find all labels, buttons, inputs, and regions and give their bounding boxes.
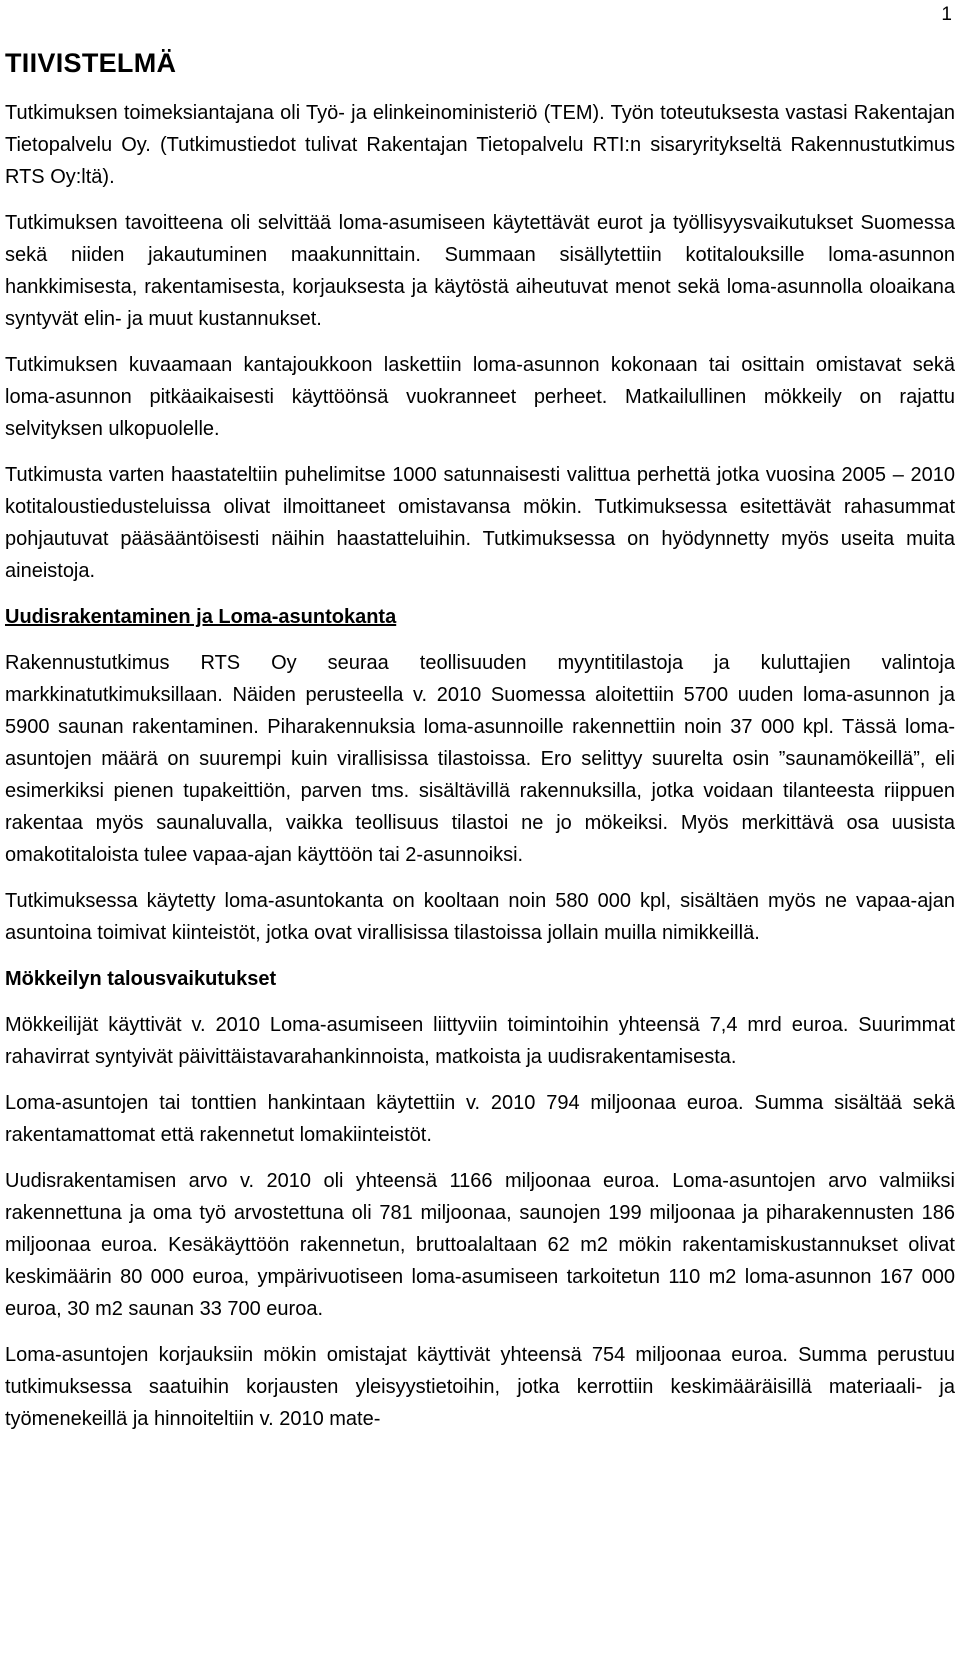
- section2-paragraph: Mökkeilijät käyttivät v. 2010 Loma-asumiseen liittyviin toimintoihin yhteensä 7,4 mrd euroa. Suurimmat rahavirrat syntyivät päivittäistavarahankinnoista, matkoista ja uudisrakentamisesta.: [5, 1014, 955, 1068]
- section1-paragraph: Tutkimuksessa käytetty loma-asuntokanta on kooltaan noin 580 000 kpl, sisältäen myös ne vapaa-ajan asuntoina toimivat kiinteistöt, jotka ovat virallisissa tilastoissa jollain muilla nimikkeillä.: [5, 890, 955, 944]
- section2-paragraph: Loma-asuntojen korjauksiin mökin omistajat käyttivät yhteensä 754 miljoonaa euroa. Summa perustuu tutkimuksessa saatuihin korjausten yleisyystietoihin, jotka kerrottiin keskimääräisillä materiaali- ja työmenekeillä ja hinnoiteltiin v. 2010 mate-: [5, 1344, 955, 1430]
- section1-paragraph: Rakennustutkimus RTS Oy seuraa teollisuuden myyntitilastoja ja kuluttajien valintoja markkinatutkimuksillaan. Näiden perusteella v. 2010 Suomessa aloitettiin 5700 uuden loma-asunnon ja 5900 saunan rakentaminen. Piharakennuksia loma-asunnoille rakennettiin noin 37 000 kpl. Tässä loma-asuntojen määrä on suurempi kuin virallisissa tilastoissa. Ero selittyy suurelta osin ”saunamökeillä”, eli esimerkiksi pienen tupakeittiön, parven tms. sisältävillä rakennuksilla, jotka voidaan tilanteesta riippuen rakentaa myös saunaluvalla, vaikka teollisuus tilastoi ne jo mökeiksi. Myös merkittävä osa uusista omakotitaloista tulee vapaa-ajan käyttöön tai 2-asunnoiksi.: [5, 652, 955, 866]
- page-title: TIIVISTELMÄ: [5, 48, 177, 78]
- page-number: 1: [941, 4, 952, 25]
- intro-paragraph: Tutkimuksen tavoitteena oli selvittää loma-asumiseen käytettävät eurot ja työllisyysvaikutukset Suomessa sekä niiden jakautuminen maakunnittain. Summaan sisällytettiin kotitalouksille loma-asunnon hankkimisesta, rakentamisesta, korjauksesta ja käytöstä aiheutuvat menot sekä loma-asunnolla oloaikana syntyvät elin- ja muut kustannukset.: [5, 212, 955, 330]
- intro-paragraph: Tutkimusta varten haastateltiin puhelimitse 1000 satunnaisesti valittua perhettä jotka vuosina 2005 – 2010 kotitaloustiedusteluissa olivat ilmoittaneet omistavansa mökin. Tutkimuksessa esitettävät rahasummat pohjautuvat pääsääntöisesti näihin haastatteluihin. Tutkimuksessa on hyödynnetty myös useita muita aineistoja.: [5, 464, 955, 582]
- section-heading-new-construction: Uudisrakentaminen ja Loma-asuntokanta: [5, 606, 397, 628]
- intro-paragraph: Tutkimuksen toimeksiantajana oli Työ- ja elinkeinoministeriö (TEM). Työn toteutuksesta vastasi Rakentajan Tietopalvelu Oy. (Tutkimustiedot tulivat Rakentajan Tietopalvelu RTI:n sisaryritykseltä Rakennustutkimus RTS Oy:ltä).: [5, 102, 955, 188]
- section2-paragraph: Loma-asuntojen tai tonttien hankintaan käytettiin v. 2010 794 miljoonaa euroa. Summa sisältää sekä rakentamattomat että rakennetut lomakiinteistöt.: [5, 1092, 955, 1146]
- document-body: [5, 48, 955, 1449]
- section-heading-economic-impact: Mökkeilyn talousvaikutukset: [5, 968, 277, 990]
- section2-paragraph: Uudisrakentamisen arvo v. 2010 oli yhteensä 1166 miljoonaa euroa. Loma-asuntojen arvo valmiiksi rakennettuna ja oma työ arvostettuna oli 781 miljoonaa, saunojen 199 miljoonaa ja piharakennusten 186 miljoonaa euroa. Kesäkäyttöön rakennetun, bruttoalaltaan 62 m2 mökin rakentamiskustannukset olivat keskimäärin 80 000 euroa, ympärivuotiseen loma-asumiseen tarkoitetun 110 m2 loma-asunnon 167 000 euroa, 30 m2 saunan 33 700 euroa.: [5, 1170, 955, 1320]
- intro-paragraph: Tutkimuksen kuvaamaan kantajoukkoon laskettiin loma-asunnon kokonaan tai osittain omistavat sekä loma-asunnon pitkäaikaisesti käyttöönsä vuokranneet perheet. Matkailullinen mökkeily on rajattu selvityksen ulkopuolelle.: [5, 354, 955, 440]
